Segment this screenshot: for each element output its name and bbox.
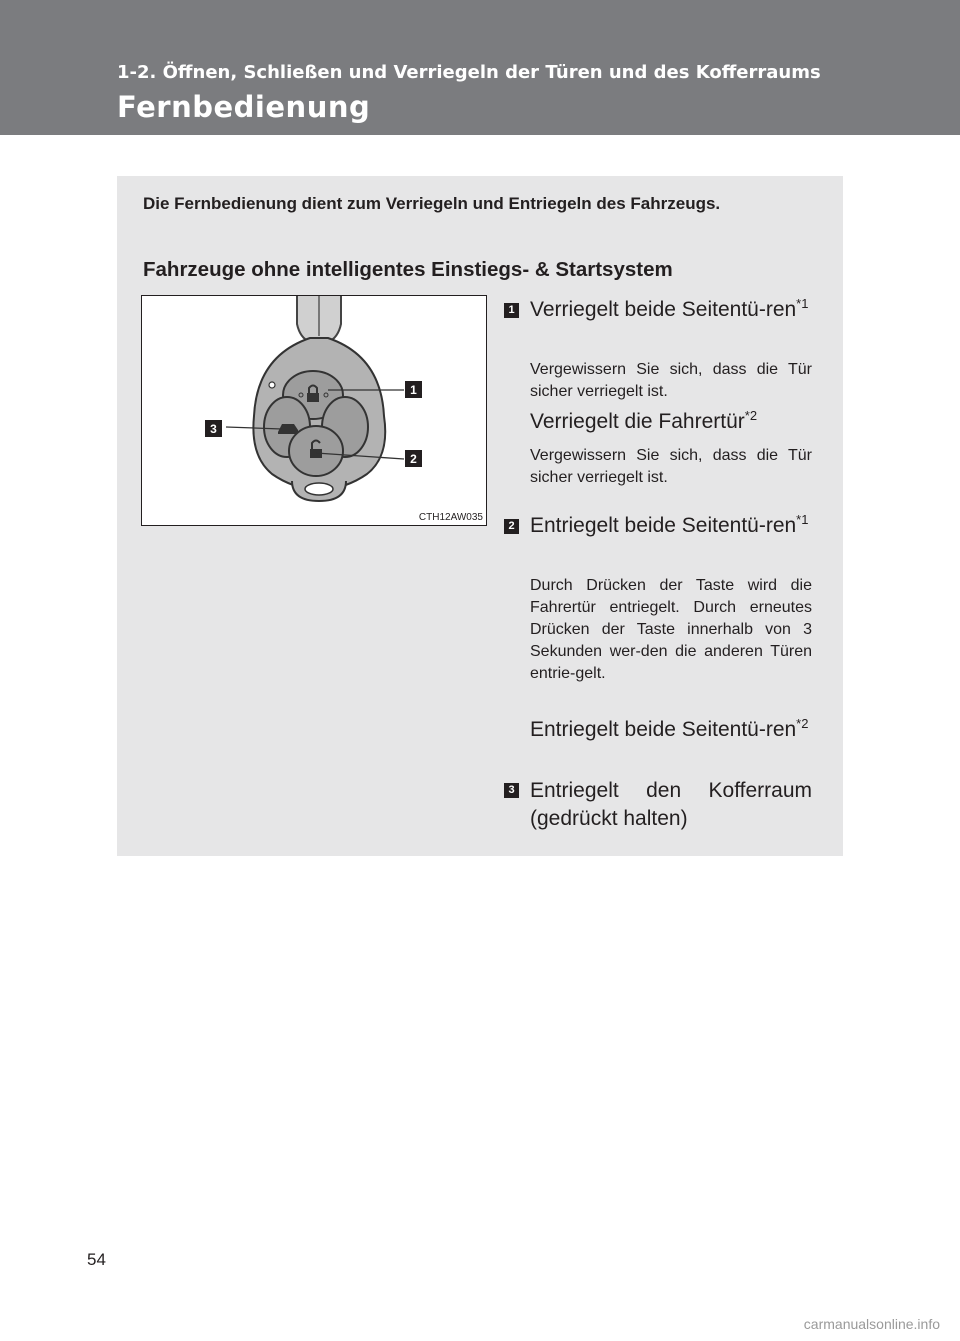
figure-code: CTH12AW035 <box>418 512 483 523</box>
item-note: Durch Drücken der Taste wird die Fahrertür entriegelt. Durch erneutes Drücken der Taste innerhalb von 3 Sekunden wer-den die anderen Türen entrie-gelt. <box>530 577 812 682</box>
page-title: Fernbedienung <box>117 90 371 124</box>
intro-text: Die Fernbedienung dient zum Verriegeln und Entriegeln des Fahrzeugs. <box>143 194 721 213</box>
item-note: Vergewissern Sie sich, dass die Tür sicher verriegelt ist. <box>530 447 812 486</box>
list-item <box>504 777 812 833</box>
content-panel <box>117 176 843 856</box>
item-note: Vergewissern Sie sich, dass die Tür sicher verriegelt ist. <box>530 361 812 400</box>
page-number: 54 <box>87 1250 106 1269</box>
page-header <box>0 0 960 135</box>
list-item <box>504 717 812 743</box>
item-title: Entriegelt den Kofferraum (gedrückt halten) <box>530 779 812 830</box>
figure-callout-1: 1 <box>410 383 417 397</box>
watermark: carmanualsonline.info <box>803 1316 940 1332</box>
item-title: Entriegelt beide Seitentü-ren$^{*2}$ <box>530 716 809 741</box>
marker-1: 1 <box>504 303 519 318</box>
marker-2: 2 <box>504 519 519 534</box>
list-item <box>504 296 812 400</box>
item-title: Verriegelt die Fahrertür$^{*2}$ <box>530 408 758 433</box>
section-title: 1-2. Öffnen, Schließen und Verriegeln der Türen und des Kofferraums <box>117 62 821 83</box>
figure-callout-3: 3 <box>210 422 217 436</box>
item-title: Verriegelt beide Seitentü-ren$^{*1}$ <box>530 296 809 321</box>
figure-callout-2: 2 <box>410 452 417 466</box>
remote-key-figure <box>141 295 487 526</box>
list-item <box>504 408 812 486</box>
subheading: Fahrzeuge ohne intelligentes Einstiegs- & Startsystem <box>143 258 673 281</box>
remote-key-illustration <box>142 296 486 525</box>
marker-3: 3 <box>504 783 519 798</box>
item-title: Entriegelt beide Seitentü-ren$^{*1}$ <box>530 512 809 537</box>
list-item <box>504 512 812 682</box>
